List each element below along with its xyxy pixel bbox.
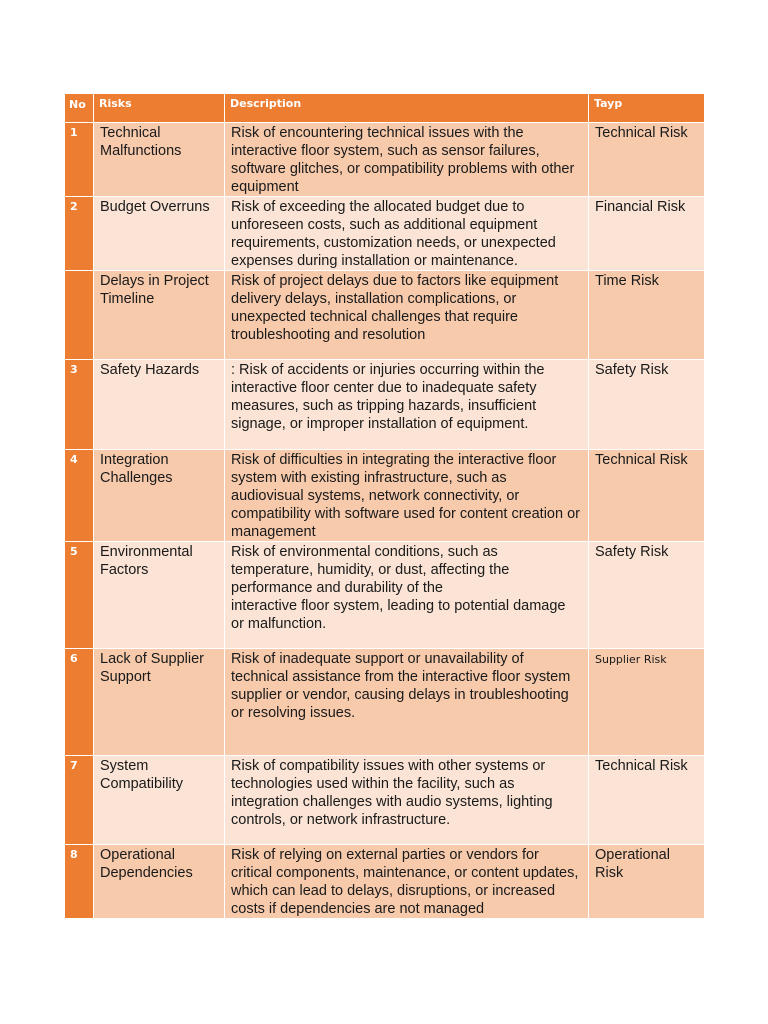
- risk-name: Environmental Factors: [94, 542, 225, 649]
- risk-type: Safety Risk: [589, 542, 705, 649]
- risk-name: Delays in Project Timeline: [94, 271, 225, 360]
- header-no: No: [65, 94, 94, 123]
- risk-description: [225, 542, 589, 649]
- risk-description: Risk of exceeding the allocated budget due to unforeseen costs, such as additional equipment requirements, customization needs, or unexpected expenses during installation or maintenance.: [225, 197, 589, 271]
- risk-table: [64, 93, 705, 919]
- row-number: 7: [65, 756, 94, 845]
- table-row: [65, 197, 705, 271]
- risk-description: Risk of inadequate support or unavailability of technical assistance from the interactive floor system supplier or vendor, causing delays in troubleshooting or resolving issues.: [225, 649, 589, 756]
- table-row: [65, 123, 705, 197]
- risk-type: Time Risk: [589, 271, 705, 360]
- row-number: [65, 271, 94, 360]
- risk-description-line-1: Risk of environmental conditions, such as temperature, humidity, or dust, affecting the performance and durability of the: [231, 544, 510, 596]
- header-description: Description: [225, 94, 589, 123]
- row-number: 4: [65, 450, 94, 542]
- table-header-row: [65, 94, 705, 123]
- header-risks: Risks: [94, 94, 225, 123]
- table-row: [65, 450, 705, 542]
- risk-name: Budget Overruns: [94, 197, 225, 271]
- risk-type: Operational Risk: [589, 845, 705, 919]
- risk-type: Supplier Risk: [589, 649, 705, 756]
- risk-type: Technical Risk: [589, 123, 705, 197]
- table-row: [65, 360, 705, 450]
- table-row: [65, 845, 705, 919]
- risk-name: Lack of Supplier Support: [94, 649, 225, 756]
- document-page: [64, 93, 704, 919]
- risk-description: Risk of relying on external parties or vendors for critical components, maintenance, or content updates, which can lead to delays, disruptions, or increased costs if dependencies are not managed: [225, 845, 589, 919]
- risk-type: Safety Risk: [589, 360, 705, 450]
- table-row: [65, 542, 705, 649]
- risk-name: System Compatibility: [94, 756, 225, 845]
- risk-type: Technical Risk: [589, 450, 705, 542]
- risk-name: Operational Dependencies: [94, 845, 225, 919]
- risk-description: Risk of encountering technical issues with the interactive floor system, such as sensor failures, software glitches, or compatibility problems with other equipment: [225, 123, 589, 197]
- table-row: [65, 271, 705, 360]
- row-number: 6: [65, 649, 94, 756]
- risk-type: Technical Risk: [589, 756, 705, 845]
- row-number: 3: [65, 360, 94, 450]
- risk-name: Integration Challenges: [94, 450, 225, 542]
- risk-description: Risk of compatibility issues with other systems or technologies used within the facility, such as integration challenges with audio systems, lighting controls, or network infrastructure.: [225, 756, 589, 845]
- risk-description: Risk of project delays due to factors like equipment delivery delays, installation complications, or unexpected technical challenges that require troubleshooting and resolution: [225, 271, 589, 360]
- row-number: 5: [65, 542, 94, 649]
- risk-name: Safety Hazards: [94, 360, 225, 450]
- row-number: 2: [65, 197, 94, 271]
- table-row: [65, 649, 705, 756]
- header-type: Tayp: [589, 94, 705, 123]
- risk-type: Financial Risk: [589, 197, 705, 271]
- risk-description-line-2: interactive floor system, leading to potential damage or malfunction.: [231, 598, 566, 632]
- risk-description: : Risk of accidents or injuries occurring within the interactive floor center due to inadequate safety measures, such as tripping hazards, insufficient signage, or improper installation of equipment.: [225, 360, 589, 450]
- risk-description: Risk of difficulties in integrating the interactive floor system with existing infrastructure, such as audiovisual systems, network connectivity, or compatibility with software used for content creation or management: [225, 450, 589, 542]
- row-number: 8: [65, 845, 94, 919]
- row-number: 1: [65, 123, 94, 197]
- risk-name: Technical Malfunctions: [94, 123, 225, 197]
- table-row: [65, 756, 705, 845]
